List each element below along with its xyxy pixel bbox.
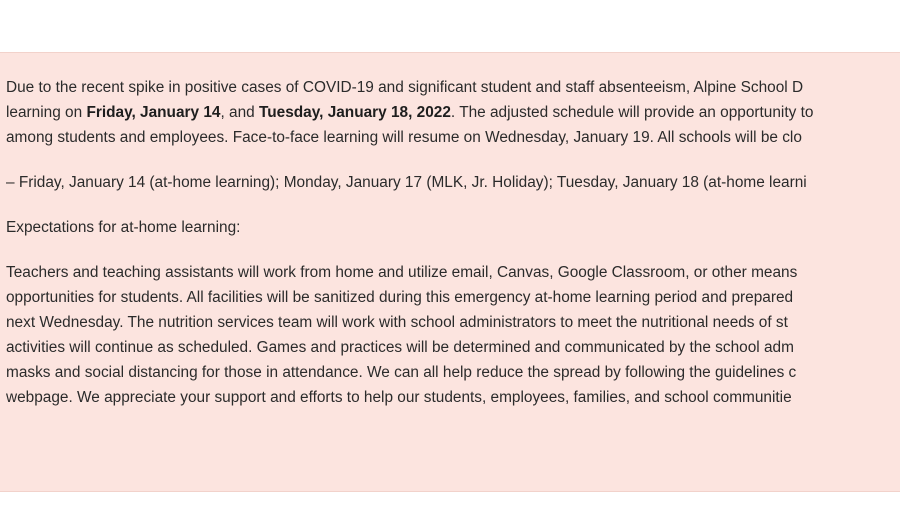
paragraph-expectations-line-3: next Wednesday. The nutrition services team will work with school administrators to meet the nutritional needs of st (6, 314, 788, 331)
paragraph-expectations-line-5: masks and social distancing for those in attendance. We can all help reduce the spread by following the guidelines c (6, 364, 797, 381)
paragraph-closure-line-1: Due to the recent spike in positive cases of COVID-19 and significant student and staff absenteeism, Alpine School D (6, 79, 804, 96)
text-fragment: , and (220, 104, 259, 121)
announcement-panel (0, 52, 900, 492)
paragraph-closure-line-2 (6, 100, 900, 125)
bold-date-tuesday: Tuesday, January 18, 2022 (258, 104, 451, 121)
text-fragment: learning on (6, 104, 87, 121)
text-fragment: . The adjusted schedule will provide an opportunity to (450, 104, 814, 121)
expectations-heading: Expectations for at-home learning: (6, 219, 241, 236)
paragraph-expectations-line-2: opportunities for students. All facilities will be sanitized during this emergency at-home learning period and prepared (6, 289, 794, 306)
paragraph-expectations-line-1: Teachers and teaching assistants will work from home and utilize email, Canvas, Google Classroom, or other means (6, 264, 798, 281)
paragraph-expectations-line-6: webpage. We appreciate your support and efforts to help our students, employees, families, and school communitie (6, 389, 792, 406)
announcement-content (6, 75, 900, 410)
bold-date-friday: Friday, January 14 (86, 104, 221, 121)
paragraph-expectations-line-4: activities will continue as scheduled. Games and practices will be determined and communicated by the school adm (6, 339, 794, 356)
schedule-line: – Friday, January 14 (at-home learning); Monday, January 17 (MLK, Jr. Holiday); Tuesday, January 18 (at-home learni (6, 174, 807, 191)
paragraph-closure-line-3: among students and employees. Face-to-face learning will resume on Wednesday, January 19. All schools will be clo (6, 129, 802, 146)
